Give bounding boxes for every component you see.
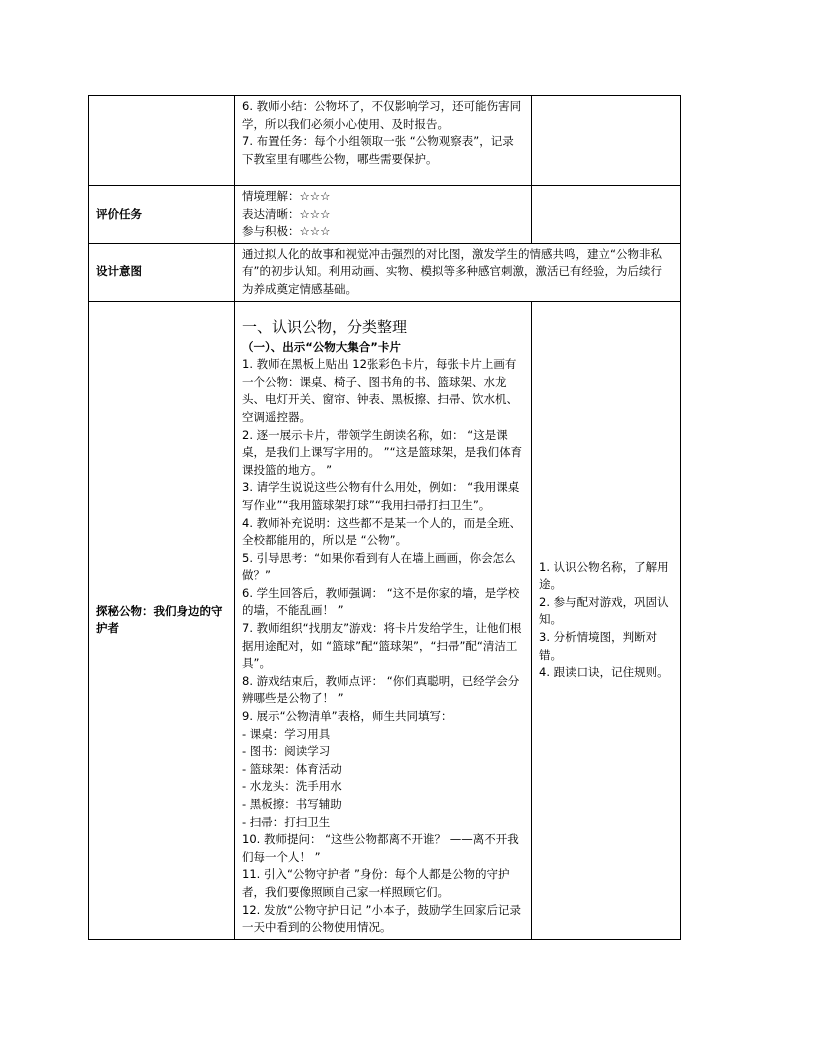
section-title: 一、认识公物，分类整理 (242, 317, 408, 336)
student-activity: 2. 参与配对游戏，巩固认知。 (539, 594, 669, 627)
teacher-step: - 图书：阅读学习 (242, 744, 331, 759)
row-continued-activities (89, 96, 681, 186)
explore-content-cell (235, 301, 532, 939)
row-evaluation (89, 186, 681, 244)
student-activity: 4. 跟读口诀，记住规则。 (539, 665, 669, 680)
teacher-summary-text: 6. 教师小结：公物坏了，不仅影响学习，还可能伤害同学，所以我们必须小心使用、及时报告。 (242, 99, 522, 131)
teacher-step: - 扫帚：打扫卫生 (242, 814, 331, 829)
teacher-step: 9. 展示“公物清单”表格，师生共同填写： (242, 709, 453, 724)
rating-expression-clarity: 表达清晰：☆☆☆ (242, 206, 331, 221)
rating-participation: 参与积极：☆☆☆ (242, 224, 331, 239)
row-explore-public-property (89, 301, 681, 939)
design-intent-label: 设计意图 (89, 243, 235, 301)
teacher-step: 11. 引入“公物守护者 ”身份：每个人都是公物的守护者，我们要像照顾自己家一样照顾它们。 (242, 867, 510, 899)
teacher-step: - 黑板擦：书写辅助 (242, 797, 342, 811)
teacher-step: 5. 引导思考：“如果你看到有人在墙上画画，你会怎么做？” (242, 550, 516, 583)
teacher-step: 8. 游戏结束后，教师点评： “你们真聪明，已经学会分辨哪些是公物了！ ” (242, 673, 520, 706)
row-design-intent (89, 243, 681, 301)
teacher-step: - 篮球架：体育活动 (242, 761, 342, 776)
design-intent-text: 通过拟人化的故事和视觉冲击强烈的对比图，激发学生的情感共鸣，建立“公物非私有”的初步认知。利用动画、实物、模拟等多种感官刺激，激活已有经验，为后续行为养成奠定情感基础。 (235, 243, 681, 301)
row1-content-cell (235, 96, 532, 186)
assign-task-text: 7. 布置任务：每个小组领取一张 “公物观察表”，记录下教室里有哪些公物，哪些需要保护。 (242, 134, 514, 166)
teacher-step: - 课桌：学习用具 (242, 726, 331, 741)
teacher-step: 6. 学生回答后，教师强调： “这不是你家的墙，是学校的墙，不能乱画！ ” (242, 585, 520, 618)
teacher-step: - 水龙头：洗手用水 (242, 779, 342, 794)
student-activity: 3. 分析情境图，判断对错。 (539, 629, 658, 662)
teacher-step: 2. 逐一展示卡片，带领学生朗读名称，如： “这是课桌，是我们上课写字用的。 ”“这是篮球架，是我们体育课投篮的地方。 ” (242, 427, 523, 477)
teacher-step: 3. 请学生说说这些公物有什么用处，例如： “我用课桌写作业”“我用篮球架打球”“我用扫帚打扫卫生”。 (242, 480, 520, 512)
teacher-step: 12. 发放“公物守护日记 ”小本子，鼓励学生回家后记录一天中看到的公物使用情况。 (242, 902, 522, 935)
teacher-steps-list (242, 356, 524, 937)
evaluation-content-cell (235, 186, 532, 244)
evaluation-label: 评价任务 (89, 186, 235, 244)
student-activities-list (539, 559, 673, 682)
rating-situation-understanding: 情境理解：☆☆☆ (242, 189, 331, 203)
student-activity: 1. 认识公物名称，了解用途。 (539, 559, 669, 592)
teacher-step: 4. 教师补充说明：这些都不是某一个人的，而是全班、全校都能用的，所以是 “公物”。 (242, 515, 522, 548)
row1-student-cell (532, 96, 681, 186)
row1-label-cell (89, 96, 235, 186)
teacher-step: 1. 教师在黑板上贴出 12张彩色卡片，每张卡片上画有一个公物：课桌、椅子、图书角的书、篮球架、水龙头、电灯开关、窗帘、钟表、黑板擦、扫帚、饮水机、空调遥控器。 (242, 357, 518, 424)
teacher-step: 10. 教师提问： “这些公物都离不开谁？ ——离不开我们每一个人！ ” (242, 832, 519, 864)
evaluation-empty-cell (532, 186, 681, 244)
explore-label: 探秘公物：我们身边的守护者 (89, 301, 235, 939)
student-activities-cell (532, 301, 681, 939)
teacher-step: 7. 教师组织“找朋友”游戏：将卡片发给学生，让他们根据用途配对，如 “篮球”配“篮球架”，“扫帚”配“清洁工具”。 (242, 621, 522, 671)
sub-title: （一）、出示“公物大集合”卡片 (242, 339, 401, 354)
lesson-plan-table (88, 95, 681, 940)
